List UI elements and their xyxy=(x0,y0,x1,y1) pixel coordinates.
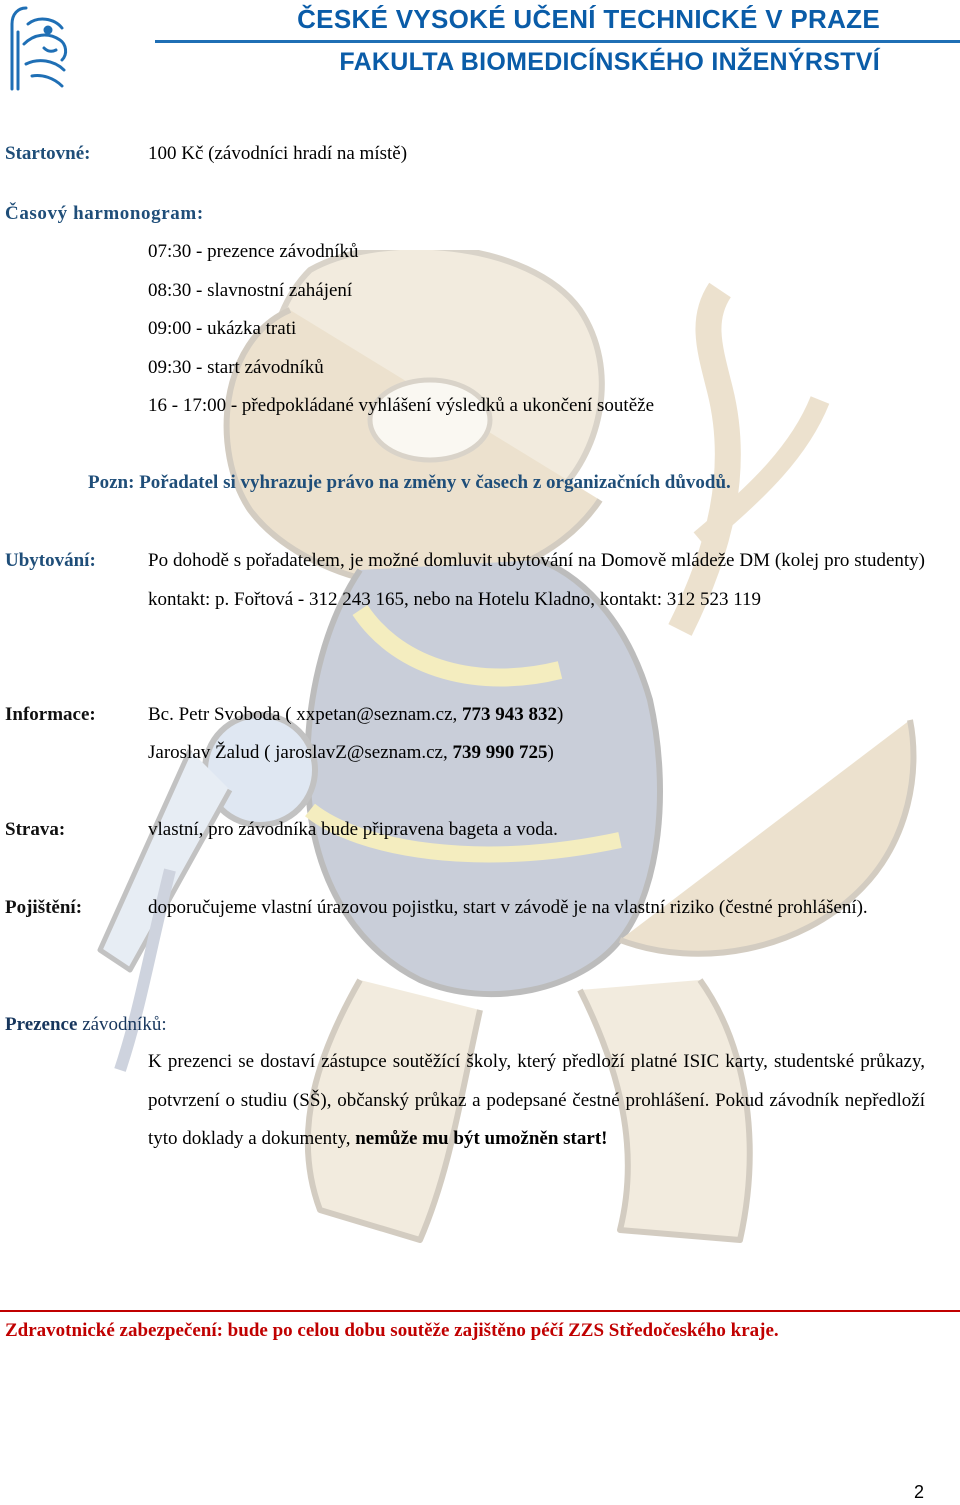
cvut-lion-logo-icon xyxy=(4,4,72,94)
harmonogram-item: 09:00 - ukázka trati xyxy=(148,318,297,339)
informace-contact-2 xyxy=(148,742,554,764)
ubytovani-text: Po dohodě s pořadatelem, je možné domluvit ubytování na Domově mládeže DM (kolej pro studenty) kontakt: p. Fořtová - 312 243 165, nebo na Hotelu Kladno, kontakt: 312 523 119 xyxy=(148,550,925,610)
page-number: 2 xyxy=(913,1482,924,1502)
prezence-text-plain: K prezenci se dostaví zástupce soutěžící školy, který předloží platné ISIC karty, studentské průkazy, potvrzení o studiu (SŠ), občanský průkaz a podepsané čestné prohlášení. Pokud závodník nepředloží tyto doklady a dokumenty, xyxy=(148,1051,925,1149)
contact-2-phone: 739 990 725 xyxy=(452,742,548,763)
harmonogram-item: 09:30 - start závodníků xyxy=(148,357,324,378)
ubytovani-label: Ubytování: xyxy=(5,550,96,571)
prezence-label-part-1: Prezence xyxy=(5,1014,83,1035)
contact-1-text: Bc. Petr Svoboda ( xxpetan@seznam.cz, xyxy=(148,704,463,725)
pozn-text: Pořadatel si vyhrazuje právo na změny v časech z organizačních důvodů. xyxy=(139,472,731,493)
informace-contact-1 xyxy=(148,704,563,726)
pojisteni-text: doporučujeme vlastní úrazovou pojistku, start v závodě je na vlastní riziko (čestné prohlášení). xyxy=(148,897,868,918)
strava-text: vlastní, pro závodníka bude připravena bageta a voda. xyxy=(148,819,558,840)
prezence-text xyxy=(148,1043,925,1159)
zdravotnicke-zabezpeceni: Zdravotnické zabezpečení: bude po celou dobu soutěže zajištěno péčí ZZS Středočeského kraje. xyxy=(5,1320,779,1341)
informace-label: Informace: xyxy=(5,704,96,725)
pozn-label: Pozn: xyxy=(88,472,135,493)
prezence-label-part-2: závodníků: xyxy=(82,1014,167,1035)
contact-2-end: ) xyxy=(547,742,554,763)
header-rule xyxy=(155,40,960,43)
strava-label: Strava: xyxy=(5,819,66,840)
pojisteni-label: Pojištění: xyxy=(5,897,83,918)
contact-1-end: ) xyxy=(557,704,564,725)
harmonogram-label: Časový harmonogram: xyxy=(5,203,204,224)
faculty-name: FAKULTA BIOMEDICÍNSKÉHO INŽENÝRSTVÍ xyxy=(339,48,880,76)
pozn-note xyxy=(88,472,731,494)
prezence-text-warning: nemůže mu být umožněn start! xyxy=(355,1128,608,1149)
harmonogram-item: 08:30 - slavnostní zahájení xyxy=(148,280,353,301)
startovne-value: 100 Kč (závodníci hradí na místě) xyxy=(148,143,408,164)
university-name: ČESKÉ VYSOKÉ UČENÍ TECHNICKÉ V PRAZE xyxy=(287,4,880,35)
harmonogram-item: 16 - 17:00 - předpokládané vyhlášení výsledků a ukončení soutěže xyxy=(148,395,654,416)
harmonogram-item: 07:30 - prezence závodníků xyxy=(148,241,359,262)
startovne-label: Startovné: xyxy=(5,143,91,164)
contact-1-phone: 773 943 832 xyxy=(462,704,558,725)
red-divider xyxy=(0,1310,960,1312)
prezence-label xyxy=(5,1014,167,1036)
contact-2-text: Jaroslav Žalud ( jaroslavZ@seznam.cz, xyxy=(148,742,453,763)
